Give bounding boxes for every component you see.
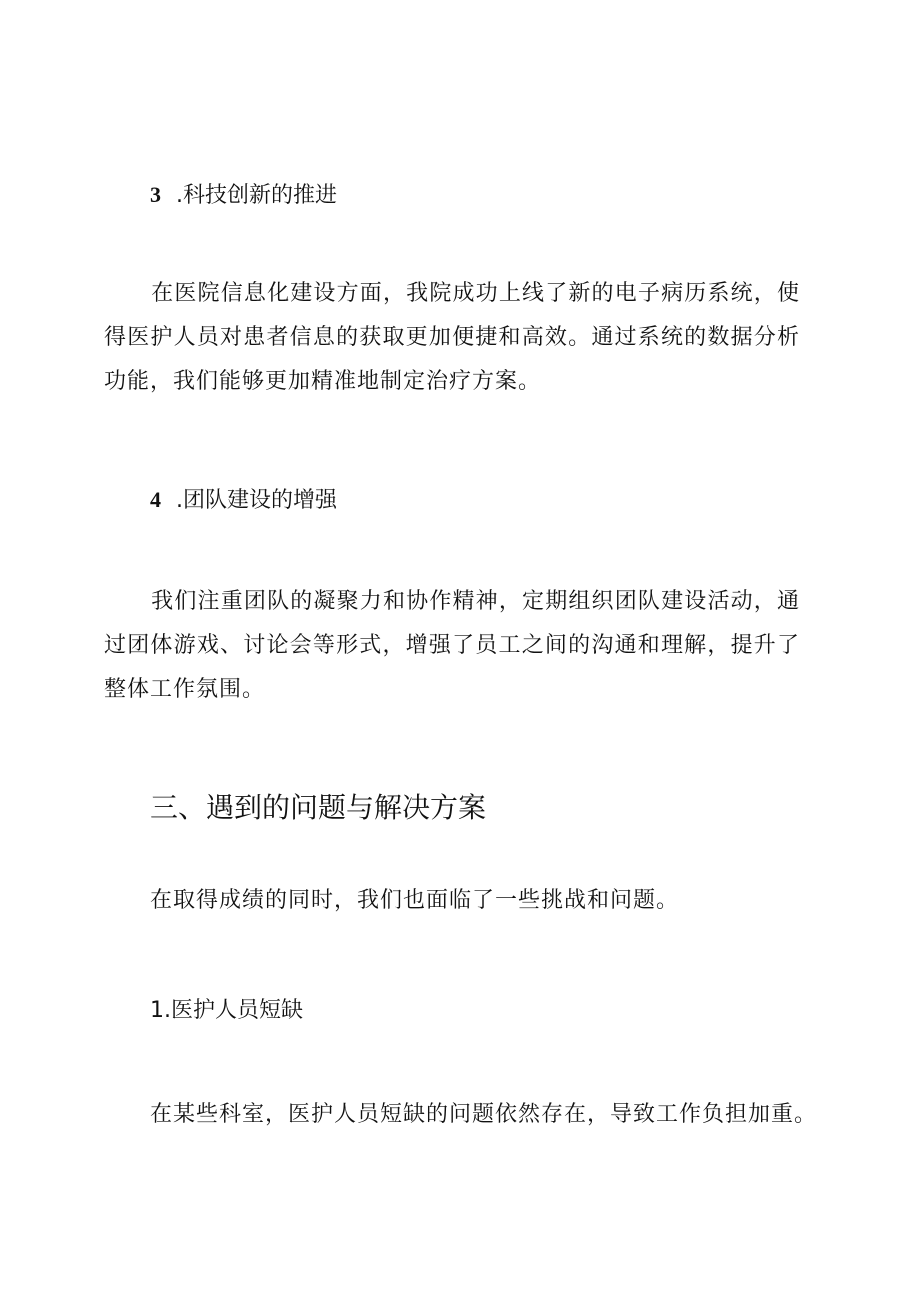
paragraph-text: 我们注重团队的凝聚力和协作精神，定期组织团队建设活动，通过团体游戏、讨论会等形式，增强了员工之间的沟通和理解，提升了整体工作氛围。 [104, 589, 800, 702]
section-heading-problems: 三、遇到的问题与解决方案 [150, 791, 487, 824]
subheading-title: .团队建设的增强 [176, 488, 337, 513]
paragraph-text: 在医院信息化建设方面，我院成功上线了新的电子病历系统，使得医护人员对患者信息的获取更加便捷和高效。通过系统的数据分析功能，我们能够更加精准地制定治疗方案。 [104, 281, 800, 394]
subheading-staff-shortage: 1.医护人员短缺 [150, 998, 303, 1023]
paragraph-staff-shortage: 在某些科室，医护人员短缺的问题依然存在，导致工作负担加重。 [150, 1102, 818, 1127]
paragraph-tech-innovation [104, 272, 800, 404]
subheading-number: 3 [150, 182, 161, 207]
subheading-item-3 [150, 180, 337, 211]
subheading-title: .科技创新的推进 [176, 183, 337, 208]
paragraph-intro: 在取得成绩的同时，我们也面临了一些挑战和问题。 [150, 888, 680, 913]
subheading-number: 4 [150, 487, 161, 512]
subheading-item-4 [150, 485, 337, 516]
paragraph-team-building [104, 580, 800, 712]
